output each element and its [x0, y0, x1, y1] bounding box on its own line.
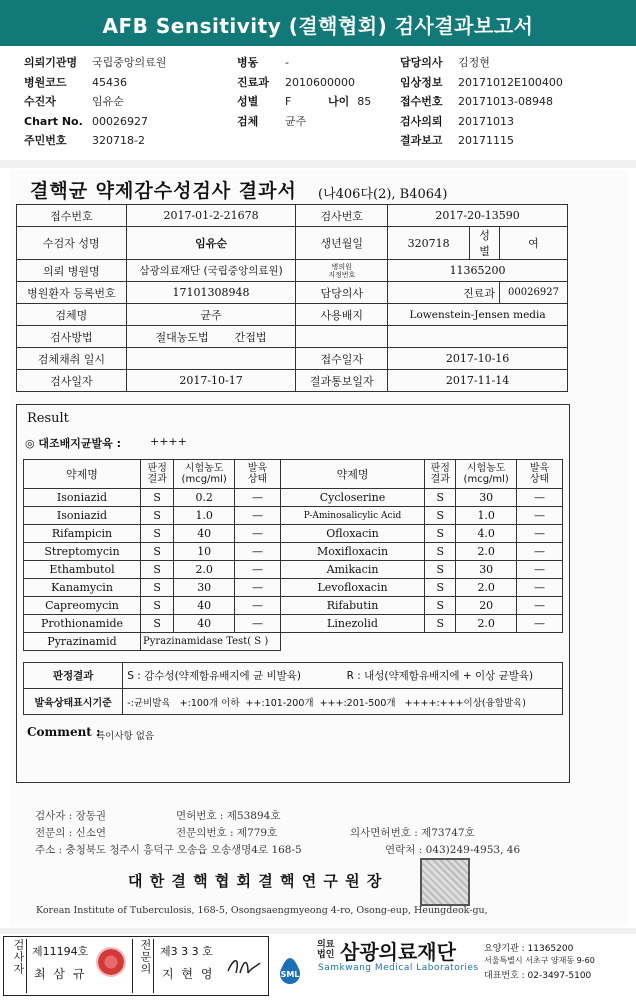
empty-cell	[280, 633, 562, 651]
box1-label: 검사자	[6, 939, 27, 993]
drug-conc: 4.0	[456, 525, 517, 543]
drug-name: Isoniazid	[24, 489, 141, 507]
box2-number: 제3 3 3 호	[160, 945, 213, 958]
cell: 생년월일	[296, 227, 388, 260]
header-line: 판정	[430, 463, 450, 474]
label: 성별	[237, 95, 259, 108]
value: 20171013-08948	[458, 95, 553, 108]
cell: 검체채취 일시	[17, 348, 127, 370]
table-row	[24, 579, 563, 597]
drug-conc: 2.0	[456, 615, 517, 633]
cell: 검체명	[17, 304, 127, 326]
table-row	[24, 633, 563, 651]
header-line: 발육	[529, 463, 550, 474]
header-conc	[174, 460, 235, 489]
cell	[296, 326, 388, 348]
signature-icon	[226, 953, 262, 979]
cell: 2017-10-17	[126, 370, 296, 392]
drug-name: Kanamycin	[24, 579, 141, 597]
box1-name: 최 삼 규	[34, 967, 87, 981]
label: 접수번호	[400, 95, 443, 108]
cell: 검사방법	[17, 326, 127, 348]
label: 진료과	[237, 75, 269, 89]
drug-growth: —	[234, 507, 280, 525]
drug-growth: —	[234, 597, 280, 615]
result-label: Result	[27, 411, 69, 426]
seal-stamp	[420, 858, 470, 906]
drug-growth: —	[234, 525, 280, 543]
header-bar	[0, 0, 636, 46]
cell: 320718	[388, 227, 470, 260]
cell: 여	[499, 227, 567, 260]
report-title: AFB Sensitivity (결핵협회) 검사결과보고서	[102, 14, 534, 38]
box2-label: 전문의	[132, 939, 154, 993]
growth-text: -:균비발육 +:100개 이하 ++:101-200개 +++:201-500개 ++++:+++이상(융합발육)	[123, 689, 563, 715]
logo-name: 삼광의료재단	[340, 940, 456, 964]
logo-badge: SML	[280, 970, 300, 979]
cell: 17101308948	[126, 282, 296, 304]
cell: 결과통보일자	[296, 370, 388, 392]
drug-result: S	[140, 489, 173, 507]
drug-conc: 30	[174, 579, 235, 597]
org-tel: 대표번호 : 02-3497-5100	[484, 971, 592, 981]
method-1: 절대농도법	[155, 330, 209, 344]
label: Chart No.	[24, 114, 83, 128]
value: 320718-2	[92, 134, 145, 147]
drug-result: S	[140, 525, 173, 543]
label: 주민번호	[24, 134, 67, 147]
logo-small2: 법인	[317, 950, 335, 960]
drug-conc: 30	[456, 489, 517, 507]
header-judge	[425, 460, 456, 489]
drug-result: S	[140, 543, 173, 561]
request-table	[16, 204, 568, 392]
drug-conc: 30	[456, 561, 517, 579]
drug-result: S	[425, 597, 456, 615]
drug-name: P-Aminosalicylic Acid	[280, 507, 424, 525]
drug-name: Levofloxacin	[280, 579, 424, 597]
cell-line: 지정번호	[328, 270, 356, 279]
cell: 2017-10-16	[388, 348, 568, 370]
comment-value: 특이사항 없음	[96, 731, 155, 742]
divider	[0, 928, 636, 934]
logo-prefix	[317, 940, 334, 960]
drug-conc: 2.0	[456, 543, 517, 561]
drug-conc: 0.2	[174, 489, 235, 507]
drug-result: S	[425, 615, 456, 633]
logo-english: Samkwang Medical Laboratories	[318, 963, 479, 973]
drug-name: Linezolid	[280, 615, 424, 633]
cell: 사용배지	[296, 304, 388, 326]
label: 검사의뢰	[400, 114, 443, 128]
header-line: 발육	[247, 463, 268, 474]
table-row	[24, 525, 563, 543]
cell: 11365200	[388, 260, 568, 282]
drug-name: Rifampicin	[24, 525, 141, 543]
header-line: 상태	[529, 474, 550, 485]
drug-result: S	[140, 615, 173, 633]
pza-test: Pyrazinamidase Test( S )	[140, 633, 280, 651]
drug-conc: 1.0	[174, 507, 235, 525]
control-value: ++++	[150, 435, 187, 448]
institute-english: Korean Institute of Tuberculosis, 168-5, Osongsaengmyeong 4-ro, Osong-eup, Heungdeok-gu,	[36, 905, 488, 916]
table-row	[24, 489, 563, 507]
cell: 임유순	[126, 227, 296, 260]
header-line: 시험농도	[184, 463, 224, 474]
label: 담당의사	[400, 56, 443, 69]
cell: 2017-20-13590	[388, 205, 568, 227]
value: 2010600000	[285, 75, 355, 89]
cell: 2017-01-2-21678	[126, 205, 296, 227]
cell: 접수일자	[296, 348, 388, 370]
cell	[126, 348, 296, 370]
cell: 검사일자	[17, 370, 127, 392]
drug-result: S	[140, 597, 173, 615]
info-age	[328, 92, 371, 112]
drug-growth: —	[516, 543, 562, 561]
judge-r: R : 내성(약제함유배지에 + 이상 균발육)	[343, 663, 563, 689]
cell: 접수번호	[17, 205, 127, 227]
value: 임유순	[92, 95, 124, 108]
info-col3	[400, 53, 563, 151]
header-drug: 약제명	[280, 460, 424, 489]
header-growth	[234, 460, 280, 489]
signature-box	[3, 936, 269, 996]
header-growth	[516, 460, 562, 489]
header-judge	[140, 460, 173, 489]
drug-growth: —	[234, 579, 280, 597]
label: 수진자	[24, 95, 56, 108]
drug-growth: —	[516, 525, 562, 543]
header-line: 상태	[247, 474, 268, 485]
table-row	[24, 597, 563, 615]
value: 20171013	[458, 114, 514, 128]
drug-growth: —	[516, 615, 562, 633]
value: 20171012E100400	[458, 75, 563, 89]
cell-line: 병의원	[331, 262, 352, 271]
value: F	[285, 95, 292, 108]
report-heading: 결핵균 약제감수성검사 결과서	[30, 180, 297, 202]
control-label: ◎ 대조배지균발육 :	[25, 437, 122, 450]
value: 20171115	[458, 134, 514, 147]
method-2: 간접법	[234, 330, 267, 344]
drug-growth: —	[516, 579, 562, 597]
cell: 진료과	[388, 282, 500, 304]
drug-name: Cycloserine	[280, 489, 424, 507]
cell: 삼광의료재단 (국립중앙의료원)	[126, 260, 296, 282]
value: 85	[357, 95, 372, 108]
drug-result: S	[425, 579, 456, 597]
red-seal-icon	[96, 947, 126, 977]
header-line: 결과	[430, 474, 450, 485]
drug-name: Prothionamide	[24, 615, 141, 633]
value: 00026927	[92, 114, 148, 128]
drug-growth: —	[516, 561, 562, 579]
cell: 담당의사	[296, 282, 388, 304]
org-code: 요양기관 : 11365200	[484, 944, 574, 954]
drug-growth: —	[234, 489, 280, 507]
box2-name: 지 현 영	[162, 967, 215, 981]
cell: 검사번호	[296, 205, 388, 227]
drug-growth: —	[234, 561, 280, 579]
judge-s: S : 감수성(약제함유배지에 균 비발육)	[123, 663, 343, 689]
cell	[388, 326, 568, 348]
drug-result: S	[140, 579, 173, 597]
examiner-license: 면허번호 : 제53894호	[176, 810, 281, 822]
label: 검체	[237, 114, 259, 128]
drug-result: S	[425, 489, 456, 507]
drug-result: S	[425, 561, 456, 579]
drug-name: Capreomycin	[24, 597, 141, 615]
cell	[296, 260, 388, 282]
cell: 병원환자 등록번호	[17, 282, 127, 304]
address: 주소 : 충청북도 청주시 흥덕구 오송읍 오송생명4로 168-5	[35, 844, 302, 856]
cell: 2017-11-14	[388, 370, 568, 392]
info-col1	[24, 53, 166, 151]
header-conc	[456, 460, 517, 489]
specialist-license: 전문의번호 : 제779호	[176, 827, 278, 839]
table-row	[24, 561, 563, 579]
value: 국립중앙의료원	[92, 56, 167, 69]
drug-conc: 10	[174, 543, 235, 561]
label: 임상정보	[400, 75, 443, 89]
header-line: 시험농도	[466, 463, 506, 474]
sml-logo-icon	[270, 942, 310, 986]
header-line: 판정	[147, 463, 167, 474]
drug-conc: 2.0	[456, 579, 517, 597]
label: 결과보고	[400, 134, 443, 147]
drug-growth: —	[516, 489, 562, 507]
cell: 00026927	[499, 282, 567, 304]
cell: Lowenstein-Jensen media	[388, 304, 568, 326]
header-line: 결과	[147, 474, 167, 485]
label: 의뢰기관명	[24, 56, 78, 69]
value: 균주	[285, 114, 307, 128]
sensitivity-table	[23, 459, 563, 651]
table-row	[24, 543, 563, 561]
report-code: (나406다(2), B4064)	[318, 187, 448, 202]
comment-label: Comment :	[27, 725, 101, 739]
value: 김정현	[458, 56, 490, 69]
drug-growth: —	[234, 615, 280, 633]
label: 나이	[328, 95, 350, 108]
drug-name: Isoniazid	[24, 507, 141, 525]
drug-growth: —	[516, 597, 562, 615]
box1-number: 제11194호	[32, 945, 89, 958]
header-line: (mcg/ml)	[463, 474, 509, 485]
drug-name: Streptomycin	[24, 543, 141, 561]
label: 병동	[237, 56, 259, 69]
legend-table	[23, 662, 563, 715]
cell: 성별	[470, 227, 500, 260]
table-row	[24, 615, 563, 633]
contact: 연락처 : 043)249-4953, 46	[385, 844, 521, 856]
drug-conc: 1.0	[456, 507, 517, 525]
examiner: 검사자 : 장동권	[35, 810, 107, 822]
drug-result: S	[140, 507, 173, 525]
value: 45436	[92, 75, 127, 89]
drug-growth: —	[234, 543, 280, 561]
judge-label: 판정결과	[24, 663, 123, 689]
header-drug: 약제명	[24, 460, 141, 489]
institute-name: 대 한 결 핵 협 회 결 핵 연 구 원 장	[128, 872, 383, 890]
cell: 균주	[126, 304, 296, 326]
drug-result: S	[425, 543, 456, 561]
drug-result: S	[140, 561, 173, 579]
drug-name: Pyrazinamid	[24, 633, 141, 651]
drug-growth: —	[516, 507, 562, 525]
logo-small1: 의료	[317, 940, 335, 950]
cell	[126, 326, 296, 348]
drug-result: S	[425, 507, 456, 525]
drug-name: Ethambutol	[24, 561, 141, 579]
drug-conc: 40	[174, 525, 235, 543]
cell: 의뢰 병원명	[17, 260, 127, 282]
drug-name: Moxifloxacin	[280, 543, 424, 561]
cell: 수검자 성명	[17, 227, 127, 260]
drug-name: Rifabutin	[280, 597, 424, 615]
drug-result: S	[425, 525, 456, 543]
drug-conc: 2.0	[174, 561, 235, 579]
specialist: 전문의 : 신소연	[35, 827, 107, 839]
drug-name: Amikacin	[280, 561, 424, 579]
value: -	[285, 56, 289, 69]
org-address: 서울특별시 서초구 양재동 9-60	[484, 956, 595, 965]
drug-name: Ofloxacin	[280, 525, 424, 543]
header-line: (mcg/ml)	[181, 474, 227, 485]
growth-label: 발육상태표시기준	[24, 689, 123, 715]
drug-conc: 40	[174, 597, 235, 615]
table-row	[24, 507, 563, 525]
divider	[0, 160, 636, 168]
doctor-license: 의사면허번호 : 제73747호	[350, 827, 475, 839]
drug-conc: 40	[174, 615, 235, 633]
label: 병원코드	[24, 75, 67, 89]
drug-conc: 20	[456, 597, 517, 615]
